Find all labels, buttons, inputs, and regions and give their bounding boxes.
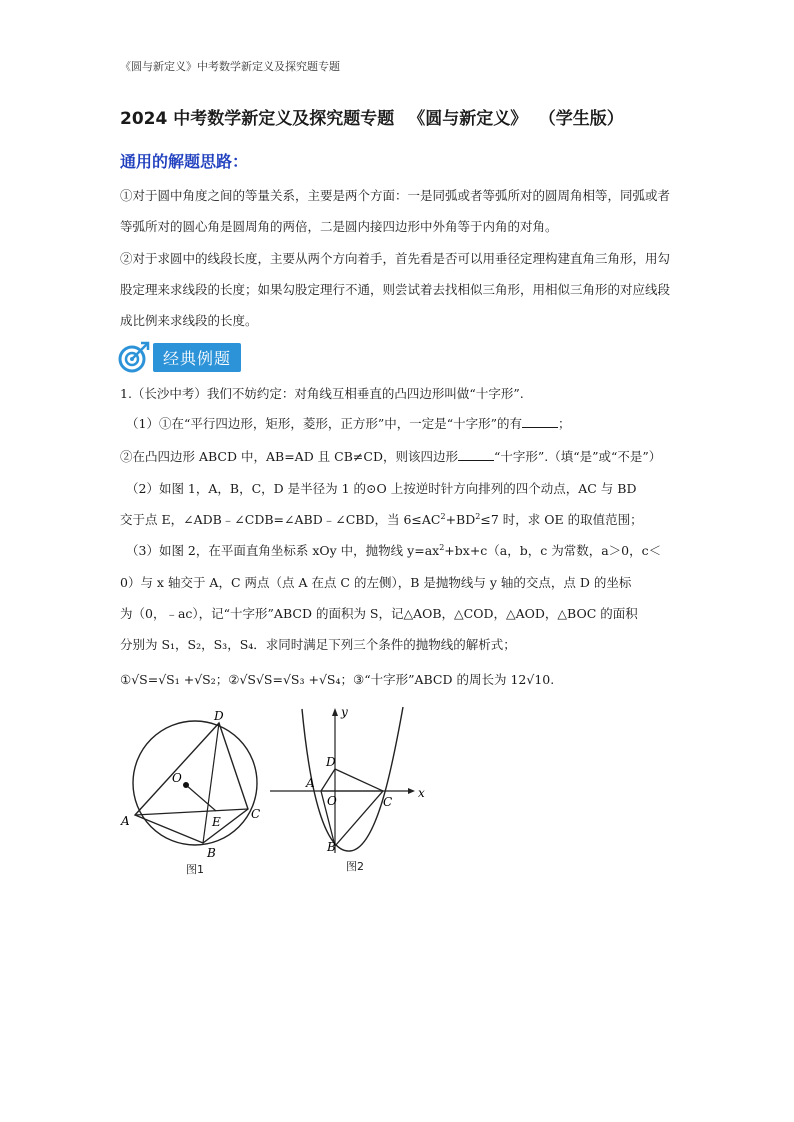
label-y: y — [341, 705, 348, 719]
answer-blank-2 — [458, 448, 494, 461]
title-version: （学生版） — [547, 109, 624, 129]
section-heading: 通用的解题思路： — [120, 152, 249, 171]
label-d: D — [326, 755, 336, 769]
part3-line3: 为（0，﹣ac），记“十字形”ABCD 的面积为 S，记△AOB，△COD，△AOD，△BOC 的面积 — [120, 606, 638, 621]
label-b: B — [207, 846, 216, 860]
label-a: A — [121, 814, 130, 828]
condition-3-text: ③“十字形”ABCD 的周长为 12 — [353, 672, 527, 687]
examples-badge — [117, 340, 241, 374]
label-c: C — [383, 795, 393, 809]
part3-text-b: +bx+c（a，b，c 为常数，a＞0，c＜ — [444, 543, 662, 558]
part2-text-c: ≤7 时，求 OE 的取值范围； — [480, 512, 643, 527]
condition-2: ②√S√S=√S₃ +√S₄； — [228, 672, 353, 687]
superscript-2b: 2 — [475, 511, 481, 521]
parabola-curve — [302, 707, 403, 851]
quadrilateral-abcd — [135, 723, 248, 843]
label-d: D — [214, 709, 224, 723]
part1-a — [126, 414, 571, 432]
badge-label: 经典例题 — [153, 343, 241, 372]
label-a: A — [306, 776, 315, 790]
condition-3-root: √10 — [526, 672, 551, 687]
label-c: C — [251, 807, 261, 821]
condition-1: ①√S=√S₁ +√S₂； — [120, 672, 229, 687]
answer-blank-1 — [522, 415, 558, 428]
page-header: 《圆与新定义》中考数学新定义及探究题专题 — [120, 60, 340, 73]
y-axis-arrow — [332, 708, 338, 716]
part2-text-a: 交于点 E，∠ADB﹣∠CDB=∠ABD﹣∠CBD，当 6≤AC — [120, 512, 441, 527]
label-e: E — [212, 815, 221, 829]
part2-text-b: +BD — [445, 512, 476, 527]
superscript-2: 2 — [440, 511, 446, 521]
part1b-tail: “十字形”.（填“是”或“不是”） — [493, 449, 662, 464]
figure-2 — [265, 703, 435, 863]
document-title — [120, 104, 680, 129]
part1-b — [120, 447, 661, 465]
label-b: B — [327, 840, 336, 854]
center-point-o — [183, 782, 189, 788]
diagonal-ac — [135, 809, 248, 815]
figure-1-caption: 图1 — [186, 863, 204, 876]
title-main: 2024 中考数学新定义及探究题专题 — [120, 109, 395, 129]
part3-text-a: （3）如图 2，在平面直角坐标系 xOy 中，抛物线 y=ax — [126, 543, 440, 558]
figure-1 — [115, 705, 275, 875]
figure-2-diagram — [265, 703, 435, 863]
paragraph-2: ②对于求圆中的线段长度，主要从两个方向着手，首先看是否可以用垂径定理构建直角三角形，用勾股定理来求线段的长度；如果勾股定理行不通，则尝试着去找相似三角形，用相似三角形的对应线段成比例来求线段的长度。 — [120, 251, 671, 328]
part1a-tail: ； — [558, 416, 571, 431]
segment-oe — [186, 785, 216, 811]
circle-o — [133, 721, 257, 845]
figure-2-caption: 图2 — [346, 860, 364, 873]
label-o: O — [172, 771, 182, 785]
title-topic: 《圆与新定义》 — [408, 109, 528, 129]
part3-line2: 0）与 x 轴交于 A，C 两点（点 A 在点 C 的左侧），B 是抛物线与 y 轴的交点，点 D 的坐标 — [120, 575, 632, 590]
part1b-text: ②在凸四边形 ABCD 中，AB=AD 且 CB≠CD，则该四边形 — [120, 449, 458, 464]
target-icon — [117, 340, 151, 374]
paragraph-1: ①对于圆中角度之间的等量关系，主要是两个方面：一是同弧或者等弧所对的圆周角相等，同弧或者等弧所对的圆心角是圆周角的两倍，二是圆内接四边形中外角等于内角的对角。 — [120, 188, 671, 234]
part2-line1: （2）如图 1，A，B，C，D 是半径为 1 的⊙O 上按逆时针方向排列的四个动点，AC 与 BD — [126, 481, 637, 496]
label-o: O — [327, 794, 337, 808]
part3-line4: 分别为 S₁，S₂，S₃，S₄．求同时满足下列三个条件的抛物线的解析式； — [120, 637, 516, 652]
part1a-text: （1）①在“平行四边形，矩形，菱形，正方形”中，一定是“十字形”的有 — [126, 416, 523, 431]
condition-3-tail: . — [550, 672, 555, 687]
part2-line2 — [120, 510, 643, 528]
part3-line1 — [126, 541, 661, 559]
x-axis-arrow — [408, 788, 415, 794]
superscript-2c: 2 — [439, 542, 445, 552]
figure-1-diagram — [115, 705, 275, 875]
problem-intro: 1.（长沙中考）我们不妨约定：对角线互相垂直的凸四边形叫做“十字形”. — [120, 386, 524, 401]
label-x: x — [418, 786, 425, 800]
conditions-line — [120, 670, 554, 688]
